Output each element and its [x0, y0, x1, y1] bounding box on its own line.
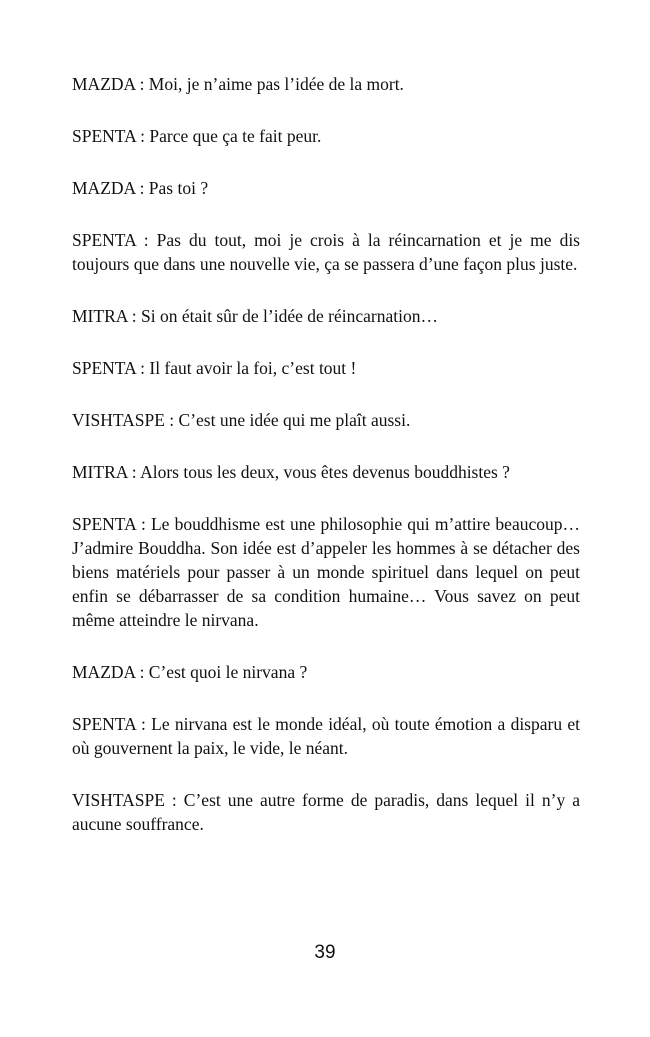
dialogue-line-1: MAZDA : Moi, je n’aime pas l’idée de la mort.: [72, 74, 404, 94]
dialogue-line-6: SPENTA : Il faut avoir la foi, c’est tout !: [72, 358, 357, 378]
page-text-body: [72, 72, 580, 864]
dialogue-line-8: MITRA : Alors tous les deux, vous êtes devenus bouddhistes ?: [72, 462, 510, 482]
dialogue-line-5: MITRA : Si on était sûr de l’idée de réincarnation…: [72, 306, 438, 326]
dialogue-line-10: MAZDA : C’est quoi le nirvana ?: [72, 662, 308, 682]
dialogue-line-2: SPENTA : Parce que ça te fait peur.: [72, 126, 322, 146]
dialogue-line-9: SPENTA : Le bouddhisme est une philosophie qui m’attire beaucoup… J’admire Bouddha. Son idée est d’appeler les hommes à se détacher des biens matériels pour passer à un monde spirituel dans lequel on peut enfin se débarrasser de sa condition humaine… Vous savez on peut même atteindre le nirvana.: [72, 514, 580, 630]
dialogue-line-11: SPENTA : Le nirvana est le monde idéal, où toute émotion a disparu et où gouvernent la paix, le vide, le néant.: [72, 714, 580, 758]
dialogue-line-12: VISHTASPE : C’est une autre forme de paradis, dans lequel il n’y a aucune souffrance.: [72, 790, 580, 834]
dialogue-line-3: MAZDA : Pas toi ?: [72, 178, 209, 198]
dialogue-line-7: VISHTASPE : C’est une idée qui me plaît aussi.: [72, 410, 411, 430]
dialogue-line-4: SPENTA : Pas du tout, moi je crois à la réincarnation et je me dis toujours que dans une nouvelle vie, ça se passera d’une façon plus juste.: [72, 230, 580, 274]
page-number: 39: [314, 942, 336, 963]
